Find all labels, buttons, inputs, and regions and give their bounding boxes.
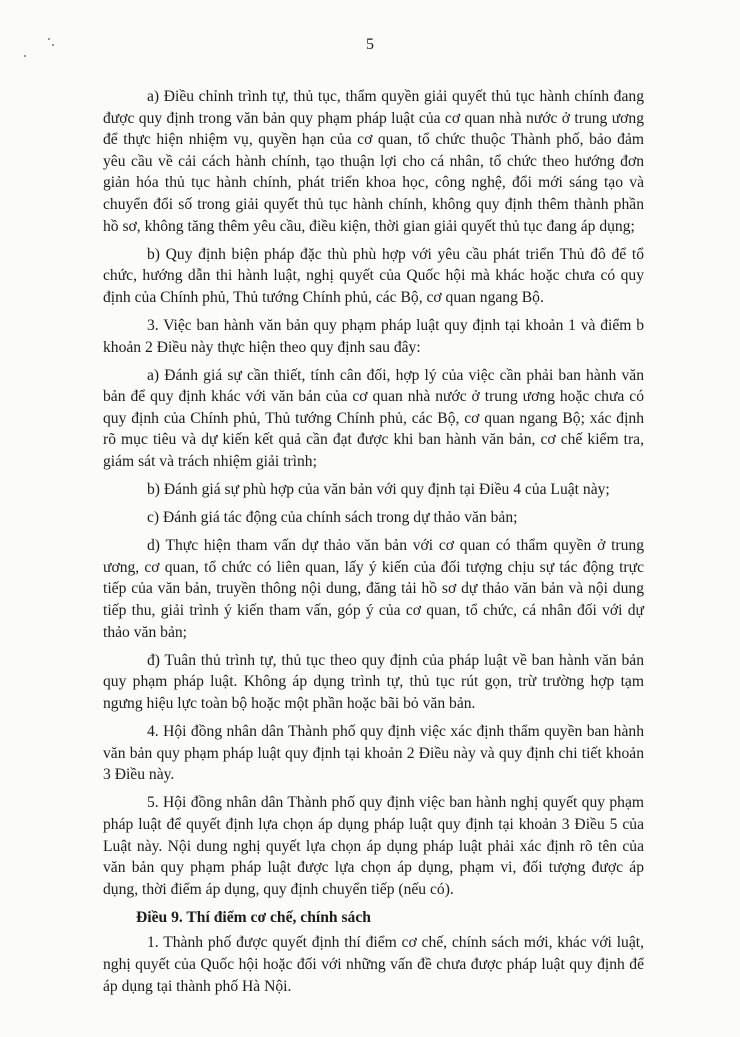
- paragraph-2a: a) Điều chỉnh trình tự, thủ tục, thẩm quyền giải quyết thủ tục hành chính đang được quy định trong văn bản quy phạm pháp luật của cơ quan nhà nước ở trung ương để thực hiện nhiệm vụ, quyền hạn của cơ quan, tổ chức thuộc Thành phố, bảo đảm yêu cầu về cải cách hành chính, tạo thuận lợi cho cá nhân, tổ chức theo hướng đơn giản hóa thủ tục hành chính, phát triển khoa học, công nghệ, đổi mới sáng tạo và chuyển đổi số trong giải quyết thủ tục hành chính, không quy định thêm thành phần hồ sơ, không tăng thêm yêu cầu, điều kiện, thời gian giải quyết thủ tục đang áp dụng;: [103, 88, 644, 235]
- paragraph-clause-3: 3. Việc ban hành văn bản quy phạm pháp luật quy định tại khoản 1 và điểm b khoản 2 Điều này thực hiện theo quy định sau đây:: [103, 316, 644, 356]
- paragraph-3a: a) Đánh giá sự cần thiết, tính cân đối, hợp lý của việc cần phải ban hành văn bản để quy định khác với văn bản của cơ quan nhà nước ở trung ương hoặc chưa có quy định của Chính phủ, Thủ tướng Chính phủ, các Bộ, cơ quan ngang Bộ; xác định rõ mục tiêu và dự kiến kết quả cần đạt được khi ban hành văn bản, cơ chế kiểm tra, giám sát và trách nhiệm giải trình;: [103, 366, 644, 470]
- article-9-heading: Điều 9. Thí điểm cơ chế, chính sách: [136, 908, 371, 926]
- paragraph-2b: b) Quy định biện pháp đặc thù phù hợp với yêu cầu phát triển Thủ đô để tổ chức, hướng dẫn thi hành luật, nghị quyết của Quốc hội mà khác hoặc chưa có quy định của Chính phủ, Thủ tướng Chính phủ, các Bộ, cơ quan ngang Bộ.: [103, 245, 644, 306]
- paragraph-3c: c) Đánh giá tác động của chính sách trong dự thảo văn bản;: [147, 509, 518, 527]
- paragraph-article-9-clause-1: 1. Thành phố được quyết định thí điểm cơ chế, chính sách mới, khác với luật, nghị quyết của Quốc hội hoặc đối với những vấn đề chưa được pháp luật quy định để áp dụng tại thành phố Hà Nội.: [103, 934, 644, 995]
- paragraph-3d: d) Thực hiện tham vấn dự thảo văn bản với cơ quan có thẩm quyền ở trung ương, cơ quan, tổ chức có liên quan, lấy ý kiến của đối tượng chịu sự tác động trực tiếp của văn bản, truyền thông nội dung, đăng tải hồ sơ dự thảo văn bản và nội dung tiếp thu, giải trình ý kiến tham vấn, góp ý của cơ quan, tổ chức, cá nhân đối với dự thảo văn bản;: [103, 537, 644, 641]
- paragraph-3b: b) Đánh giá sự phù hợp của văn bản với quy định tại Điều 4 của Luật này;: [147, 481, 610, 499]
- paragraph-3dd: đ) Tuân thủ trình tự, thủ tục theo quy định của pháp luật về ban hành văn bản quy phạm pháp luật. Không áp dụng trình tự, thủ tục rút gọn, trừ trường hợp tạm ngưng hiệu lực toàn bộ hoặc một phần hoặc bãi bỏ văn bản.: [103, 651, 644, 712]
- document-body: [103, 86, 644, 1004]
- page-number: 5: [366, 36, 374, 53]
- paragraph-clause-4: 4. Hội đồng nhân dân Thành phố quy định việc xác định thẩm quyền ban hành văn bản quy phạm pháp luật quy định tại khoản 2 Điều này và quy định chi tiết khoản 3 Điều này.: [103, 723, 644, 784]
- paragraph-clause-5: 5. Hội đồng nhân dân Thành phố quy định việc ban hành nghị quyết quy phạm pháp luật để quyết định lựa chọn áp dụng pháp luật quy định tại khoản 3 Điều 5 của Luật này. Nội dung nghị quyết lựa chọn áp dụng pháp luật phải xác định rõ tên của văn bản quy phạm pháp luật được lựa chọn áp dụng, phạm vi, đối tượng được áp dụng, thời điểm áp dụng, quy định chuyển tiếp (nếu có).: [103, 794, 644, 898]
